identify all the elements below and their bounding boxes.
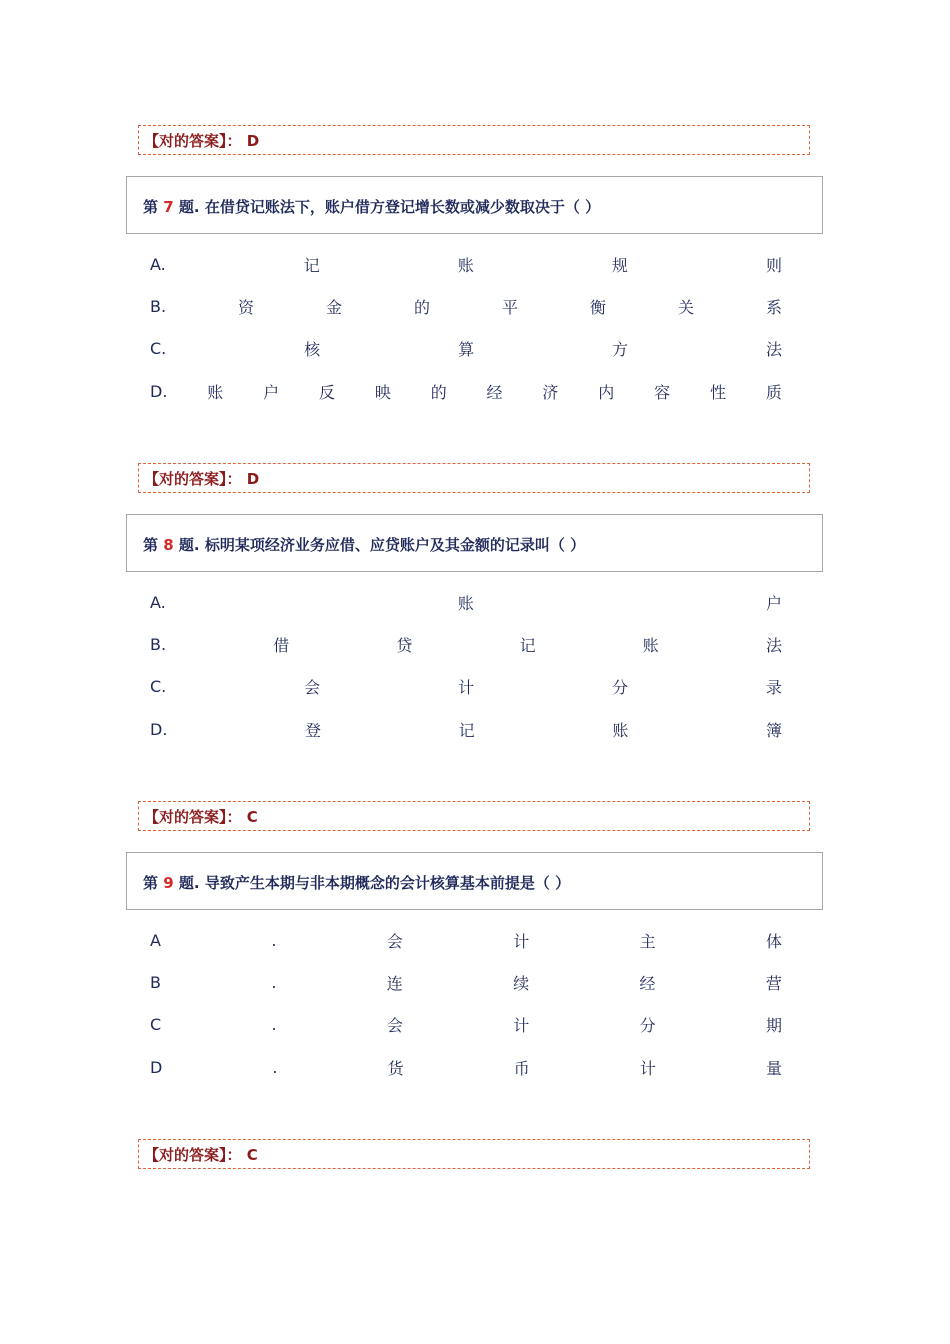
option-d: D. 登 记 账 簿 [150, 719, 782, 740]
question-text: 第 8 题. 标明某项经济业务应借、应贷账户及其金额的记录叫（ ） [143, 536, 586, 554]
option-d: D . 货 币 计 量 [150, 1057, 782, 1078]
option-b: B . 连 续 经 营 [150, 972, 782, 993]
question-box [126, 514, 823, 572]
option-b: B. 资 金 的 平 衡 关 系 [150, 296, 782, 317]
answer-box [138, 1139, 810, 1169]
option-c: C. 核 算 方 法 [150, 338, 782, 359]
option-c: C. 会 计 分 录 [150, 676, 782, 697]
option-a: A. 记 账 规 则 [150, 254, 782, 275]
option-a: A. 账 户 [150, 592, 782, 613]
answer-text: 【对的答案】： C [144, 1146, 258, 1164]
question-text: 第 9 题. 导致产生本期与非本期概念的会计核算基本前提是（ ） [143, 874, 571, 892]
answer-text: 【对的答案】： C [144, 808, 258, 826]
option-b: B. 借 贷 记 账 法 [150, 634, 782, 655]
answer-box [138, 463, 810, 493]
question-box [126, 176, 823, 234]
answer-box [138, 125, 810, 155]
question-box [126, 852, 823, 910]
answer-text: 【对的答案】： D [144, 470, 260, 488]
option-a: A . 会 计 主 体 [150, 930, 782, 951]
option-c: C . 会 计 分 期 [150, 1014, 782, 1035]
option-d: D. 账 户 反 映 的 经 济 内 容 性 质 [150, 381, 782, 402]
answer-text: 【对的答案】： D [144, 132, 260, 150]
answer-box [138, 801, 810, 831]
question-text: 第 7 题. 在借贷记账法下，账户借方登记增长数或减少数取决于（ ） [143, 198, 601, 216]
